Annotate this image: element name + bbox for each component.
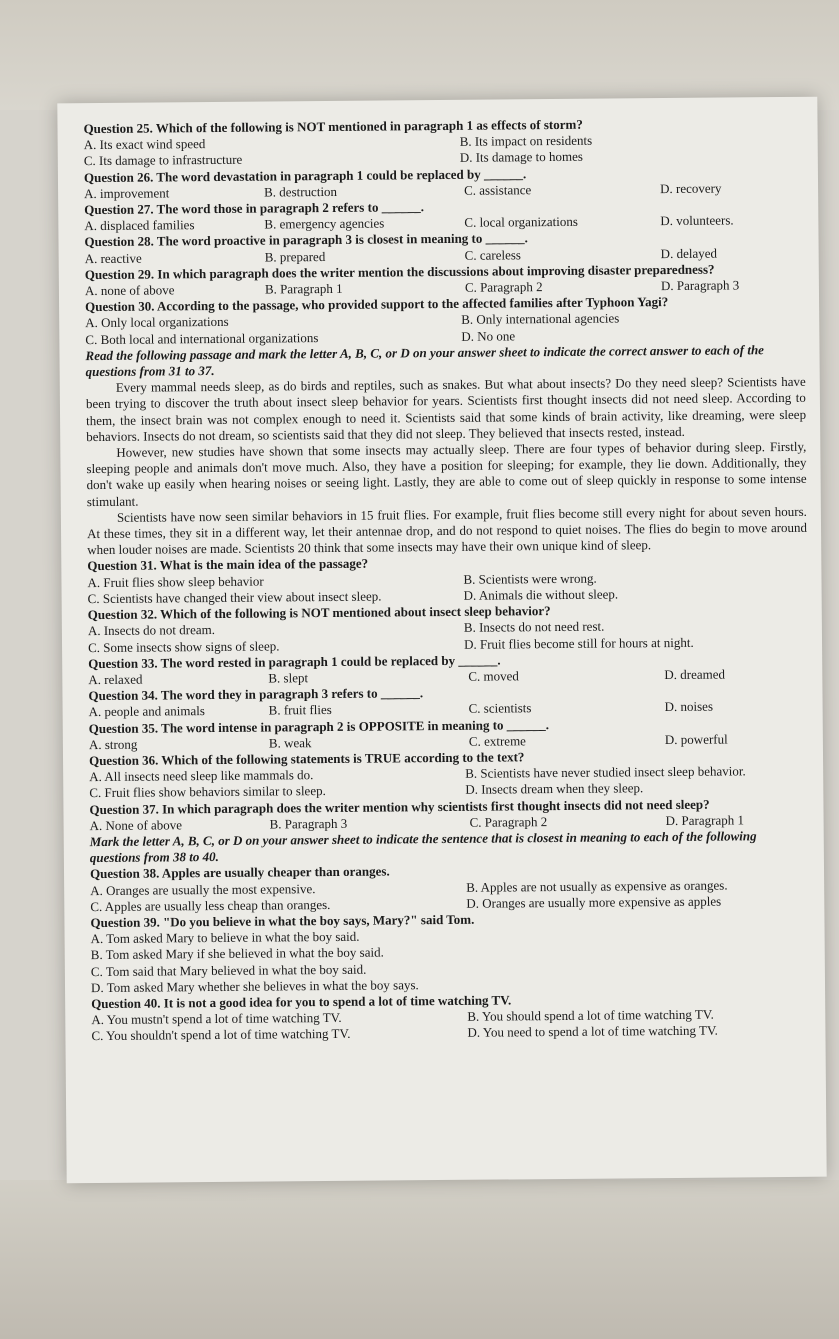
option-d: D. Oranges are usually more expensive as apples xyxy=(466,893,722,911)
option-c: C. extreme xyxy=(468,732,526,749)
option-c: C. Paragraph 2 xyxy=(469,813,548,830)
option-d: D. Its damage to homes xyxy=(459,149,583,166)
background-bottom xyxy=(0,1180,839,1339)
option-c: C. Its damage to infrastructure xyxy=(83,152,243,169)
section-instruction: Mark the letter A, B, C, or D on your answer sheet to indicate the sentence that is closest in meaning to each of the following questions from 38 to 40. xyxy=(89,828,757,866)
section-instruction: Read the following passage and mark the letter A, B, C, or D on your answer sheet to indicate the correct answer to each of the questions from 31 to 37. xyxy=(85,342,764,380)
option-b: B. Insects do not need rest. xyxy=(463,618,605,636)
option-d: D. delayed xyxy=(660,245,718,261)
question-prompt: Question 25. Which of the following is NOT mentioned in paragraph 1 as effects of storm? xyxy=(83,116,583,137)
question-prompt: Question 29. In which paragraph does the writer mention the discussions about improving disaster preparedness? xyxy=(84,261,715,282)
question-40 xyxy=(91,990,811,1045)
passage-paragraph-3: Scientists have now seen similar behaviors in 15 fruit flies. For example, fruit flies become still every night for about seven hours. At these times, they sit in a different way, let their antennae drop, and do not respond to quiet noises. The flies do begin to move around when louder noises are made. Scientists 20 think that some insects may have their own unique kind of sleep. xyxy=(86,503,808,558)
option-b: B. Its impact on residents xyxy=(459,132,593,150)
option-b: B. Apples are not usually as expensive as oranges. xyxy=(466,877,728,895)
question-38 xyxy=(90,860,810,915)
option-a: A. displaced families xyxy=(84,217,195,234)
option-d: D. noises xyxy=(664,698,714,715)
option-a: A. none of above xyxy=(84,282,175,299)
option-b: B. emergency agencies xyxy=(264,215,385,232)
option-a: A. Fruit flies show sleep behavior xyxy=(87,573,264,590)
reading-passage xyxy=(86,374,808,559)
option-b: B. prepared xyxy=(264,248,326,265)
question-30 xyxy=(85,293,805,348)
question-35 xyxy=(89,714,809,753)
option-c: C. Apples are usually less cheap than oranges. xyxy=(90,896,331,914)
option-b: B. Paragraph 3 xyxy=(269,815,348,832)
option-b: B. Tom asked Mary if she believed in what the boy said. xyxy=(90,944,384,963)
question-prompt: Question 31. What is the main idea of the passage? xyxy=(87,556,369,574)
option-d: D. powerful xyxy=(664,731,728,747)
option-a: A. None of above xyxy=(89,817,183,833)
question-prompt: Question 32. Which of the following is NOT mentioned about insect sleep behavior? xyxy=(87,603,551,623)
option-b: B. Only international agencies xyxy=(461,310,620,328)
question-prompt: Question 36. Which of the following statements is TRUE according to the text? xyxy=(88,749,525,769)
option-a: A. Tom asked Mary to believe in what the boy said. xyxy=(90,928,360,947)
question-29 xyxy=(85,261,805,300)
question-prompt: Question 33. The word rested in paragraph 1 could be replaced by ______. xyxy=(88,652,501,671)
option-c: C. Paragraph 2 xyxy=(464,279,543,295)
question-39 xyxy=(90,909,811,996)
option-b: B. Scientists were wrong. xyxy=(463,570,597,587)
question-25 xyxy=(83,115,803,170)
option-c: C. Tom said that Mary believed in what the boy said. xyxy=(90,961,367,979)
question-32 xyxy=(88,601,808,656)
option-d: D. recovery xyxy=(660,180,722,196)
passage-paragraph-1: Every mammal needs sleep, as do birds and reptiles, such as snakes. But what about insects? Do they need sleep? Scientists have been trying to discover the truth about insect sleep behavior for years. Scientists first thought insects did not need sleep. According to them, the insect brain was not complex enough to need it. Scientists said that some kinds of brain activity, like dreaming, were sleep behaviors. Insects do not dream, so scientists said that they did not sleep. They believed that insects rested, instead. xyxy=(85,374,807,444)
option-d: D. Paragraph 1 xyxy=(665,812,744,828)
option-a: A. Only local organizations xyxy=(85,314,229,331)
question-prompt: Question 27. The word those in paragraph 2 refers to ______. xyxy=(84,199,424,218)
question-prompt: Question 35. The word intense in paragraph 2 is OPPOSITE in meaning to ______. xyxy=(88,716,550,736)
question-prompt: Question 26. The word devastation in paragraph 1 could be replaced by ______. xyxy=(83,165,527,185)
question-prompt: Question 38. Apples are usually cheaper than oranges. xyxy=(89,863,390,882)
option-a: A. Its exact wind speed xyxy=(83,136,206,153)
question-36 xyxy=(89,747,809,802)
option-d: D. Animals die without sleep. xyxy=(463,586,619,603)
option-a: A. Oranges are usually the most expensive. xyxy=(90,880,316,898)
option-a: A. You mustn't spend a lot of time watching TV. xyxy=(91,1010,342,1028)
question-prompt: Question 34. The word they in paragraph 3 refers to ______. xyxy=(88,685,424,704)
question-prompt: Question 28. The word proactive in paragraph 3 is closest in meaning to ______. xyxy=(84,230,528,250)
option-c: C. Scientists have changed their view about insect sleep. xyxy=(87,588,382,606)
question-prompt: Question 30. According to the passage, who provided support to the affected families after Typhoon Yagi? xyxy=(85,294,669,315)
option-c: C. scientists xyxy=(468,700,532,717)
option-b: B. fruit flies xyxy=(268,702,332,718)
option-c: C. local organizations xyxy=(464,214,578,231)
option-d: D. Tom asked Mary whether she believes in what the boy says. xyxy=(90,976,419,995)
option-b: B. Scientists have never studied insect sleep behavior. xyxy=(465,763,746,781)
option-b: B. You should spend a lot of time watching TV. xyxy=(467,1006,714,1024)
passage-paragraph-2: However, new studies have shown that some insects may actually sleep. There are four types of behavior during sleep. Firstly, sleeping people and animals don't move much. Also, they have a position for sleeping; for example, they lie down. Additionally, they don't wake up easily when hearing noises or seeing light. Lastly, they are able to come out of sleep quickly in response to some intense stimulant. xyxy=(86,438,807,509)
option-a: A. Insects do not dream. xyxy=(87,622,216,639)
background-top xyxy=(0,0,839,110)
option-c: C. Fruit flies show behaviors similar to sleep. xyxy=(89,783,326,801)
exam-sheet xyxy=(57,97,826,1184)
option-d: D. No one xyxy=(461,327,516,344)
question-33 xyxy=(88,650,808,689)
option-a: A. people and animals xyxy=(88,703,205,720)
option-a: A. relaxed xyxy=(88,671,143,687)
question-34 xyxy=(88,682,808,721)
option-b: B. destruction xyxy=(264,183,338,200)
question-27 xyxy=(84,196,804,235)
option-c: C. You shouldn't spend a lot of time watching TV. xyxy=(91,1026,351,1044)
option-a: A. reactive xyxy=(84,250,142,266)
option-c: C. Some insects show signs of sleep. xyxy=(87,637,280,655)
question-26 xyxy=(84,163,804,202)
option-b: B. Paragraph 1 xyxy=(264,280,343,297)
option-a: A. All insects need sleep like mammals do. xyxy=(89,767,314,785)
option-c: C. assistance xyxy=(464,182,532,198)
question-31 xyxy=(87,552,807,607)
option-d: D. You need to spend a lot of time watching TV. xyxy=(467,1022,718,1041)
option-c: C. Both local and international organizations xyxy=(85,329,319,347)
question-prompt: Question 39. "Do you believe in what the boy says, Mary?" said Tom. xyxy=(90,911,475,931)
option-a: A. strong xyxy=(88,736,138,752)
option-c: C. careless xyxy=(464,246,522,263)
question-prompt: Question 40. It is not a good idea for you to spend a lot of time watching TV. xyxy=(91,992,512,1012)
question-prompt: Question 37. In which paragraph does the writer mention why scientists first thought insects did not need sleep? xyxy=(89,796,710,817)
option-d: D. Fruit flies become still for hours at night. xyxy=(463,634,694,652)
option-d: D. volunteers. xyxy=(660,212,734,229)
option-d: D. dreamed xyxy=(664,666,726,682)
option-a: A. improvement xyxy=(84,185,170,201)
option-d: D. Insects dream when they sleep. xyxy=(465,780,644,798)
option-b: B. weak xyxy=(268,734,312,751)
option-d: D. Paragraph 3 xyxy=(660,277,740,294)
option-c: C. moved xyxy=(468,668,519,684)
option-b: B. slept xyxy=(268,670,309,686)
